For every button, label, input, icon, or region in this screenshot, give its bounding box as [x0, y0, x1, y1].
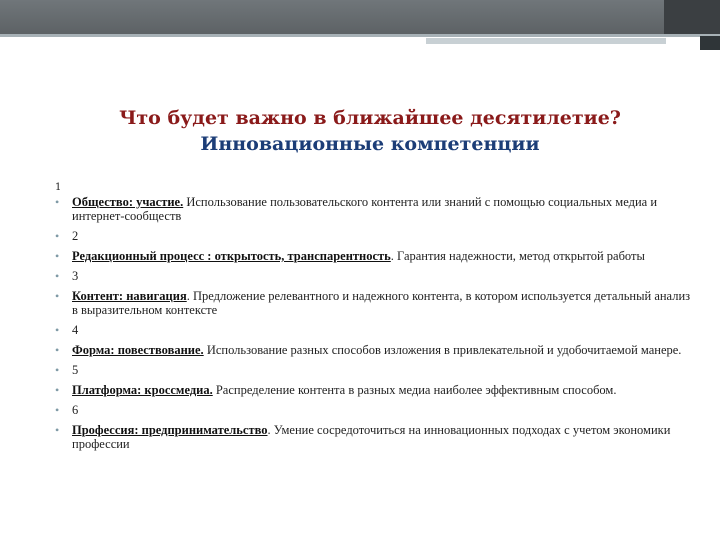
bullet-item [55, 323, 695, 337]
bullet-item [55, 269, 695, 283]
bullet-dot-icon: • [55, 403, 60, 417]
bullet-lead: Редакционный процесс : открытость, транспарентность [72, 249, 391, 263]
bullet-item [55, 343, 695, 357]
bullet-dot-icon: • [55, 343, 60, 357]
bullet-lead: Платформа: кроссмедиа. [72, 383, 213, 397]
bullet-lead: Общество: участие. [72, 195, 184, 209]
bullet-dot-icon: • [55, 289, 60, 303]
bullet-text: Использование разных способов изложения в привлекательной и удобочитаемой манере. [203, 343, 682, 357]
bullet-dot-icon: • [55, 423, 60, 437]
bullet-lead: Профессия: предпринимательство [72, 423, 268, 437]
bullet-dot-icon: • [55, 249, 60, 263]
accent-line [0, 34, 720, 37]
top-bar-light-section [0, 0, 680, 34]
bullet-text: 5 [72, 363, 79, 377]
top-bar-dark-section [664, 0, 720, 34]
bullet-item [55, 249, 695, 263]
slide-title-line-2: Инновационные компетенции [200, 133, 540, 155]
bullet-text: 2 [72, 229, 79, 243]
header-strip [426, 38, 666, 44]
slide-number: 1 [55, 182, 62, 193]
bullet-item [55, 289, 695, 317]
bullet-text: 3 [72, 269, 79, 283]
slide-title-line-1: Что будет важно в ближайшее десятилетие? [119, 107, 621, 129]
bullet-item [55, 195, 695, 223]
slide-title [60, 105, 680, 157]
bullet-text: . Умение сосредоточиться на инновационных подходах с учетом экономики профессии [72, 423, 671, 451]
bullet-text: . Гарантия надежности, метод открытой работы [390, 249, 645, 263]
bullet-dot-icon: • [55, 269, 60, 283]
bullet-item [55, 383, 695, 397]
bullet-dot-icon: • [55, 363, 60, 377]
bullet-text: Использование пользовательского контента или знаний с помощью социальных медиа и интернет-сообществ [72, 195, 658, 223]
bullet-dot-icon: • [55, 383, 60, 397]
bullet-text: Распределение контента в разных медиа наиболее эффективным способом. [212, 383, 617, 397]
bullet-text: 4 [72, 323, 79, 337]
bullet-item [55, 363, 695, 377]
bullet-lead: Контент: навигация [72, 289, 187, 303]
bullet-item [55, 229, 695, 243]
top-decorative-bar [0, 0, 720, 34]
bullet-dot-icon: • [55, 323, 60, 337]
bullet-text: 6 [72, 403, 79, 417]
bullet-text: . Предложение релевантного и надежного контента, в котором используется детальный анализ в выразительном контексте [72, 289, 691, 317]
bullet-lead: Форма: повествование. [72, 343, 204, 357]
bullet-list [55, 195, 695, 457]
bullet-dot-icon: • [55, 195, 60, 209]
bullet-item [55, 423, 695, 451]
corner-badge [700, 36, 720, 50]
bullet-item [55, 403, 695, 417]
bullet-dot-icon: • [55, 229, 60, 243]
